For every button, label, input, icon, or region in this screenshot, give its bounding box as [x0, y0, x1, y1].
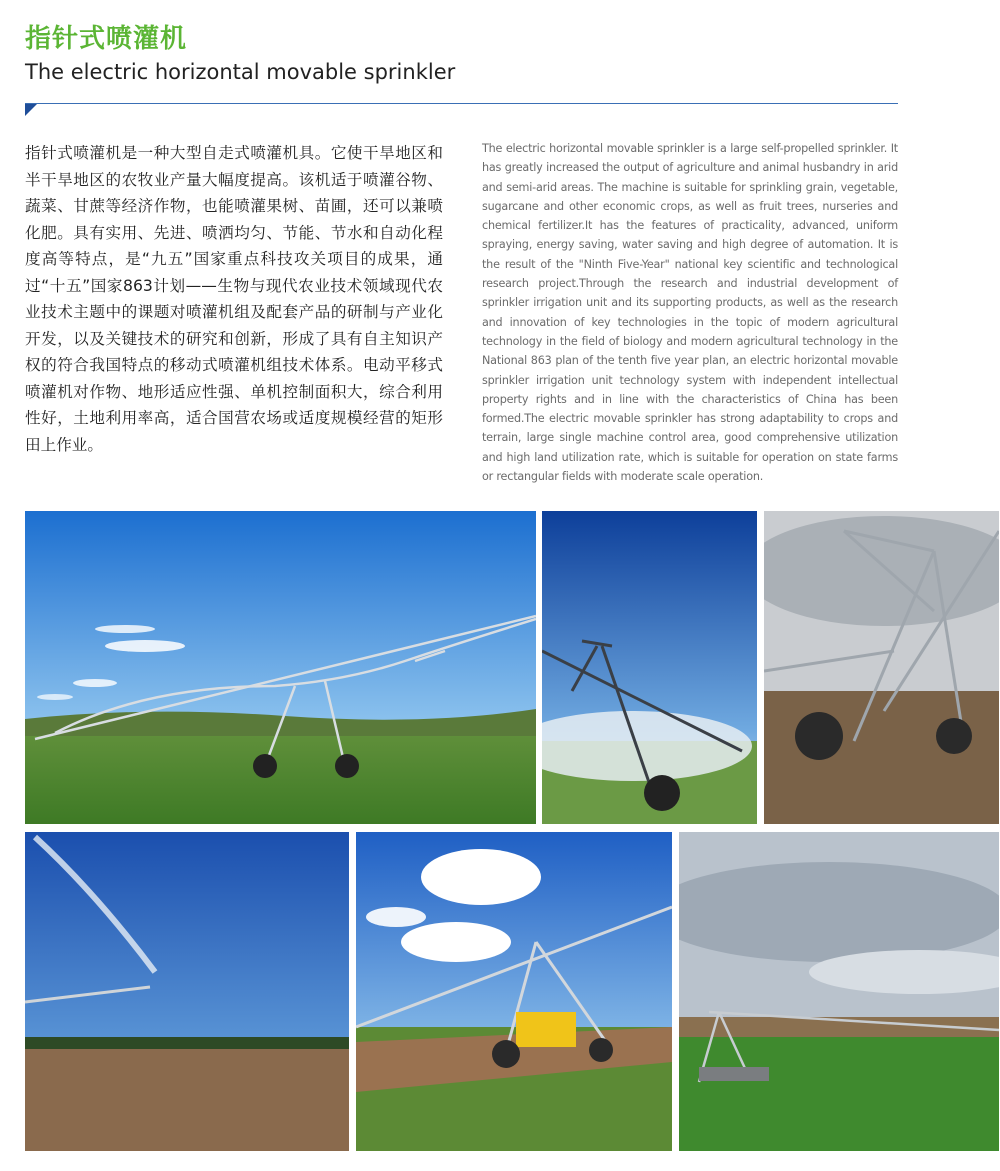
- header-divider: [25, 103, 898, 104]
- photo-sprinkler-spray-field: [25, 832, 349, 1151]
- description-chinese: 指针式喷灌机是一种大型自走式喷灌机具。它使干旱地区和半干旱地区的农牧业产量大幅度提高。该机适于喷灌谷物、蔬菜、甘蔗等经济作物，也能喷灌果树、苗圃，还可以兼喷化肥。具有实用、先进、喷洒均匀、节能、节水和自动化程度高等特点，是“九五”国家重点科技攻关项目的成果，通过“十五”国家863计划——生物与现代农业技术领域现代农业技术主题中的课题对喷灌机组及配套产品的研制与产业化开发，以及关键技术的研究和创新，形成了具有自主知识产权的符合我国特点的移动式喷灌机组技术体系。电动平移式喷灌机对作物、地形适应性强、单机控制面积大，综合利用性好，土地利用率高，适合国营农场或适度规模经营的矩形田上作业。: [25, 144, 443, 454]
- photo-sprinkler-overcast-field: [679, 832, 999, 1151]
- page-title-english: The electric horizontal movable sprinkler: [25, 60, 456, 84]
- description-english: The electric horizontal movable sprinkler is a large self-propelled sprinkler. It has greatly increased the output of agriculture and animal husbandry in arid and semi-arid areas. The machine is suitable for sprinkling grain, vegetable, sugarcane and other economic crops, as well as fruit trees, nurseries and chemical fertilizer.It has the features of practicality, advanced, uniform spraying, energy saving, water saving and high degree of automation. It is the result of the "Ninth Five-Year" national key scientific and technological research project.Through the research and industrial development of sprinkler irrigation unit and its supporting products, as well as the research and innovation of key technologies in the topic of modern agricultural technology in the field of biology and modern agricultural technology in the National 863 plan of the tenth five year plan, an electric horizontal movable sprinkler irrigation unit technology system with independent intellectual property rights and in line with the characteristics of China has been formed.The electric movable sprinkler has strong adaptability to crops and terrain, large single machine control area, good comprehensive utilization and high land utilization rate, which is suitable for operation on state farms or rectangular fields with moderate scale operation.: [482, 142, 898, 484]
- photo-sprinkler-generator: [356, 832, 672, 1151]
- photo-sprinkler-green-field: [25, 511, 536, 824]
- corner-triangle-marker: [25, 104, 37, 116]
- page-title-chinese: 指针式喷灌机: [25, 24, 188, 54]
- photo-sprinkler-mist: [542, 511, 757, 824]
- photo-sprinkler-tower-overcast: [764, 511, 999, 824]
